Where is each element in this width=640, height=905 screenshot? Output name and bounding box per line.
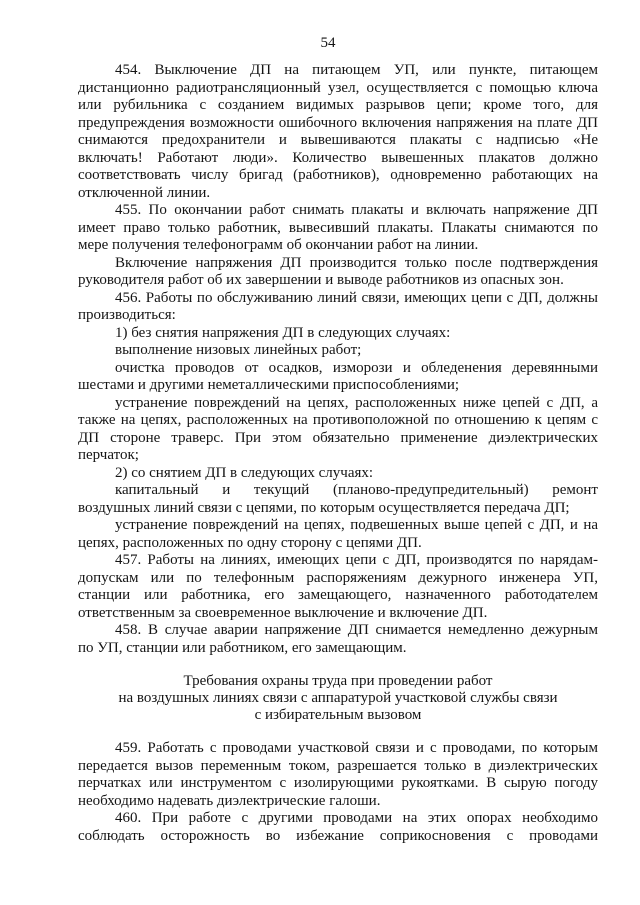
heading-line: Требования охраны труда при проведении работ [183, 673, 493, 689]
text-line: 459. Работать с проводами участковой связи и с проводами, по которым [115, 740, 598, 756]
text-line: 460. При работе с другими проводами на этих опорах необходимо [115, 810, 598, 826]
section-text [78, 740, 598, 845]
text-line: производиться: [78, 307, 176, 323]
main-text [78, 62, 598, 657]
text-line: снимаются предохранители и вывешиваются плакаты с надписью «Не [78, 132, 598, 148]
text-line: устранение повреждений на цепях, расположенных ниже цепей с ДП, а [115, 394, 598, 411]
heading-line: на воздушных линиях связи с аппаратурой участковой службы связи [118, 690, 558, 706]
text-line: 457. Работы на линиях, имеющих цепи с ДП, производятся по нарядам- [115, 552, 598, 568]
text-line: предупреждения возможности ошибочного включения напряжения на плате ДП [78, 114, 598, 131]
paragraph-456 [78, 290, 598, 325]
text-line: передается вызов переменным током, разрешается только в диэлектрических [78, 757, 598, 774]
text-line: станции или работника, его замещающего, назначенного работодателем [78, 587, 598, 603]
list-item-with-voltage-removal [78, 465, 598, 483]
text-line: также на цепях, расположенных на противоположной по отношению к цепям с [78, 412, 598, 428]
text-line: 458. В случае аварии напряжение ДП снимается немедленно дежурным [115, 622, 598, 638]
text-line: ДП стороне траверс. При этом обязательно применение диэлектрических [78, 429, 598, 446]
text-line: ответственным за своевременное выключение и включение ДП. [78, 604, 488, 621]
text-line: отключенной линии. [78, 184, 211, 201]
paragraph-459 [78, 740, 598, 810]
list-item-wire-cleaning [78, 360, 598, 395]
paragraph-458 [78, 622, 598, 657]
text-line: или рубильника с созданием видимых разрывов цепи; кроме того, для [78, 97, 598, 113]
text-line: цепях, расположенных по одну сторону с цепями ДП. [78, 534, 422, 551]
text-line: выполнение низовых линейных работ; [115, 342, 362, 358]
text-line: шестами и другими неметаллическими приспособлениями; [78, 377, 460, 393]
text-line: очистка проводов от осадков, изморози и обледенения деревянными [115, 359, 598, 376]
page-number: 54 [320, 35, 336, 51]
text-line: 455. По окончании работ снимать плакаты и включать напряжение ДП [115, 202, 598, 218]
text-line: соблюдать осторожность во избежание соприкосновения с проводами [78, 827, 598, 844]
text-line: необходимо надевать диэлектрические галоши. [78, 792, 381, 809]
text-line: соответствовать числу бригад (работников), одновременно работающих на [78, 167, 598, 183]
text-line: 454. Выключение ДП на питающем УП, или пункте, питающем [115, 62, 598, 78]
text-line: допускам или по телефонным распоряжениям дежурного инженера УП, [78, 569, 598, 586]
list-item-low-level-work [78, 342, 598, 360]
paragraph-455 [78, 202, 598, 255]
text-line: имеет право только работник, вывесивший плакаты. Плакаты снимаются по [78, 219, 598, 236]
list-item-upper-circuit-repair [78, 517, 598, 552]
text-line: перчатках или инструментом с изолирующими рукоятками. В сырую погоду [78, 775, 598, 791]
text-line: капитальный и текущий (планово-предупредительный) ремонт [115, 482, 598, 498]
paragraph-454 [78, 62, 598, 202]
text-line: руководителя работ об их завершении и выводе работников из опасных зон. [78, 272, 564, 288]
text-line: Включение напряжения ДП производится только после подтверждения [115, 254, 598, 271]
heading-line: с избирательным вызовом [254, 707, 422, 723]
text-line: 1) без снятия напряжения ДП в следующих случаях: [115, 324, 451, 341]
text-line: дистанционно радиотрансляционный узел, осуществляется с помощью ключа [78, 79, 598, 96]
text-line: перчаток; [78, 447, 139, 463]
list-item-without-voltage-removal [78, 325, 598, 343]
list-item-capital-repair [78, 482, 598, 517]
text-line: воздушных линий связи с цепями, по которым осуществляется передача ДП; [78, 499, 570, 516]
paragraph-455-continued [78, 255, 598, 290]
text-line: 456. Работы по обслуживанию линий связи, имеющих цепи с ДП, должны [115, 289, 598, 306]
list-item-lower-circuit-repair [78, 395, 598, 465]
section-heading [78, 673, 598, 724]
paragraph-460 [78, 810, 598, 845]
text-line: устранение повреждений на цепях, подвешенных выше цепей с ДП, и на [115, 517, 598, 533]
text-line: 2) со снятием ДП в следующих случаях: [115, 464, 374, 481]
paragraph-457 [78, 552, 598, 622]
text-line: мере получения телефонограмм об окончании работ на линии. [78, 237, 479, 253]
text-line: включать! Работают люди». Количество вывешенных плакатов должно [78, 149, 598, 166]
text-line: по УП, станции или работником, его замещающим. [78, 639, 407, 656]
